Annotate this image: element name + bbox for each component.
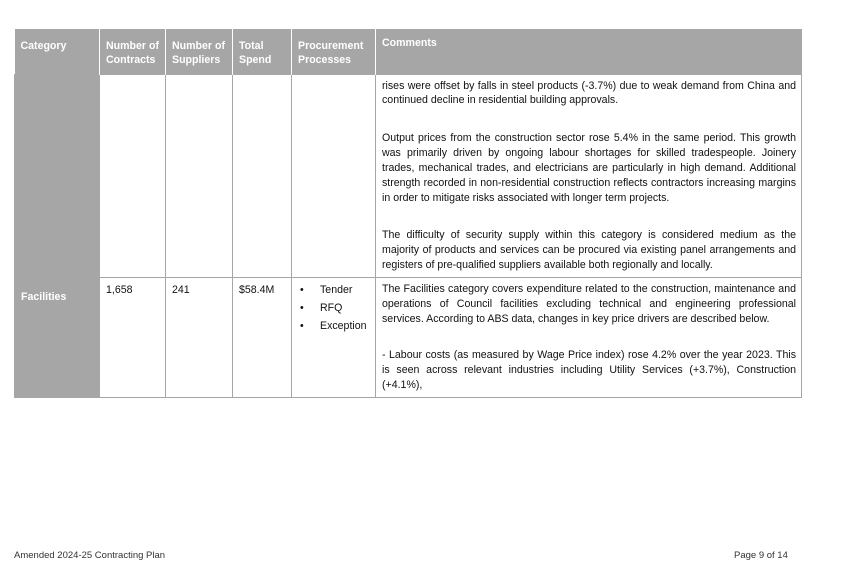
footer-document-title: Amended 2024-25 Contracting Plan [14,550,166,561]
comments-cell [376,277,802,397]
list-item [298,283,370,298]
header-number-of-contracts: Number of Contracts [100,29,166,74]
contracts-cell [100,74,166,277]
processes-cell [292,74,376,277]
header-category: Category [15,29,100,74]
header-number-of-suppliers: Number of Suppliers [166,29,233,74]
header-comments: Comments [376,29,802,74]
table-header-row [15,29,802,74]
category-cell [15,74,100,277]
table-row [15,277,802,397]
bullet-icon: • [300,283,304,296]
table-row [15,74,802,277]
comment-paragraph: The difficulty of security supply within this category is considered medium as the majority of products and services can be procured via existing panel arrangements and registers of pre-qualified suppliers available both regionally and locally. [382,229,796,272]
comments-cell [376,74,802,277]
process-label: Exception [320,319,367,332]
processes-cell [292,277,376,397]
process-label: Tender [320,283,353,296]
bullet-icon: • [300,319,304,332]
process-label: RFQ [320,301,343,314]
procurement-process-list [298,283,370,333]
comment-paragraph: - Labour costs (as measured by Wage Price index) rose 4.2% over the year 2023. This is seen across relevant industries including Utility Services (+3.7%), Construction (+4.1%), [382,349,796,392]
suppliers-cell [166,74,233,277]
header-procurement-processes: Procurement Processes [292,29,376,74]
category-cell: Facilities [15,277,100,397]
list-item [298,301,370,316]
spend-cell [233,74,292,277]
bullet-icon: • [300,301,304,314]
procurement-table [14,29,802,398]
comment-paragraph: The Facilities category covers expenditure related to the construction, maintenance and operations of Council facilities excluding technical and engineering professional services. According to ABS data, changes in key price drivers are described below. [382,282,796,325]
footer-page-number: Page 9 of 14 [734,550,788,561]
contracts-cell: 1,658 [100,277,166,397]
comment-paragraph: Output prices from the construction sector rose 5.4% in the same period. This growth was primarily driven by ongoing labour shortages for skilled tradespeople. Joinery trades, mechanical trades, and electricians are particularly in high demand. Additional strength recorded in non-residential construction reflects contractors increasing margins in order to mitigate risks associated with longer term projects. [382,132,796,204]
suppliers-cell: 241 [166,277,233,397]
list-item [298,319,370,334]
spend-cell: $58.4M [233,277,292,397]
comment-paragraph: rises were offset by falls in steel products (-3.7%) due to weak demand from China and continued decline in residential building approvals. [382,79,796,107]
header-total-spend: Total Spend [233,29,292,74]
